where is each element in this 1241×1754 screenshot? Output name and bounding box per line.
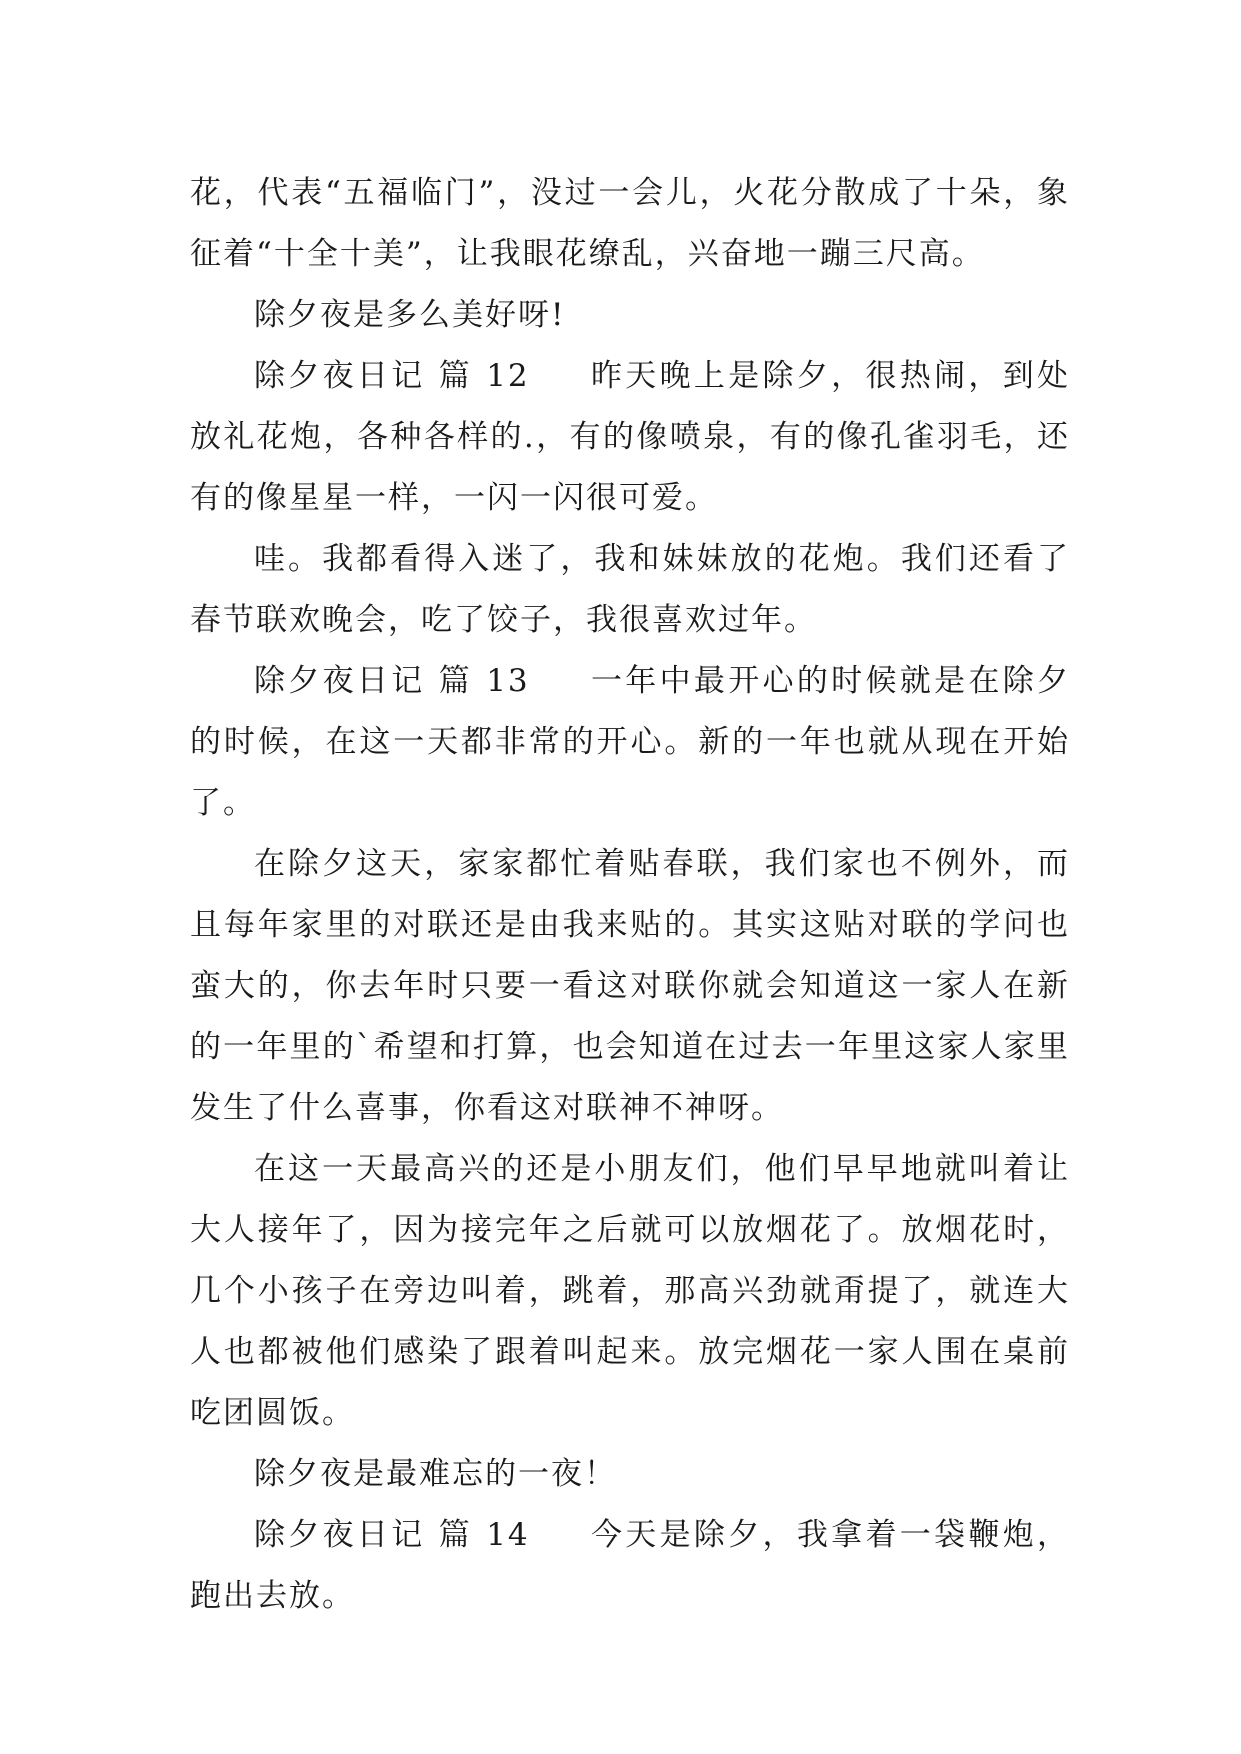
diary-entry-14 <box>190 1505 1070 1627</box>
paragraph <box>190 1444 1070 1505</box>
paragraph-text: 在这一天最高兴的还是小朋友们，他们早早地就叫着让大人接年了，因为接完年之后就可以放烟花了。放烟花时，几个小孩子在旁边叫着，跳着，那高兴劲就甭提了，就连大人也都被他们感染了跟着叫起来。放完烟花一家人围在桌前吃团圆饭。 <box>190 1151 1070 1431</box>
paragraph-text: 除夕夜是最难忘的一夜！ <box>254 1456 617 1492</box>
diary-entry-13 <box>190 651 1070 834</box>
paragraph <box>190 834 1070 1139</box>
paragraph <box>190 1139 1070 1444</box>
paragraph <box>190 529 1070 651</box>
paragraph-text: 在除夕这天，家家都忙着贴春联，我们家也不例外，而且每年家里的对联还是由我来贴的。其实这贴对联的学问也蛮大的，你去年时只要一看这对联你就会知道这一家人在新的一年里的`希望和打算，也会知道在过去一年里这家人家里发生了什么喜事，你看这对联神不神呀。 <box>190 846 1070 1126</box>
paragraph-text: 哇。我都看得入迷了，我和妹妹放的花炮。我们还看了春节联欢晚会，吃了饺子，我很喜欢过年。 <box>190 541 1070 638</box>
paragraph <box>190 285 1070 346</box>
diary-entry-12 <box>190 346 1070 529</box>
paragraph-text: 昨天晚上是除夕，很热闹，到处放礼花炮，各种各样的.，有的像喷泉，有的像孔雀羽毛，还有的像星星一样，一闪一闪很可爱。 <box>190 358 1071 516</box>
paragraph-text: 一年中最开心的时候就是在除夕的时候，在这一天都非常的开心。新的一年也就从现在开始了。 <box>190 663 1071 821</box>
paragraph-text: 花，代表“五福临门”，没过一会儿，火花分散成了十朵，象征着“十全十美”，让我眼花缭乱，兴奋地一蹦三尺高。 <box>190 175 1070 272</box>
entry-heading: 除夕夜日记 篇 12 <box>254 358 530 394</box>
entry-heading: 除夕夜日记 篇 14 <box>254 1517 530 1553</box>
document-body <box>190 163 1070 1627</box>
entry-heading: 除夕夜日记 篇 13 <box>254 663 530 699</box>
paragraph-continued <box>190 163 1070 285</box>
paragraph-text: 今天是除夕，我拿着一袋鞭炮，跑出去放。 <box>190 1517 1071 1614</box>
paragraph-text: 除夕夜是多么美好呀! <box>254 297 566 333</box>
